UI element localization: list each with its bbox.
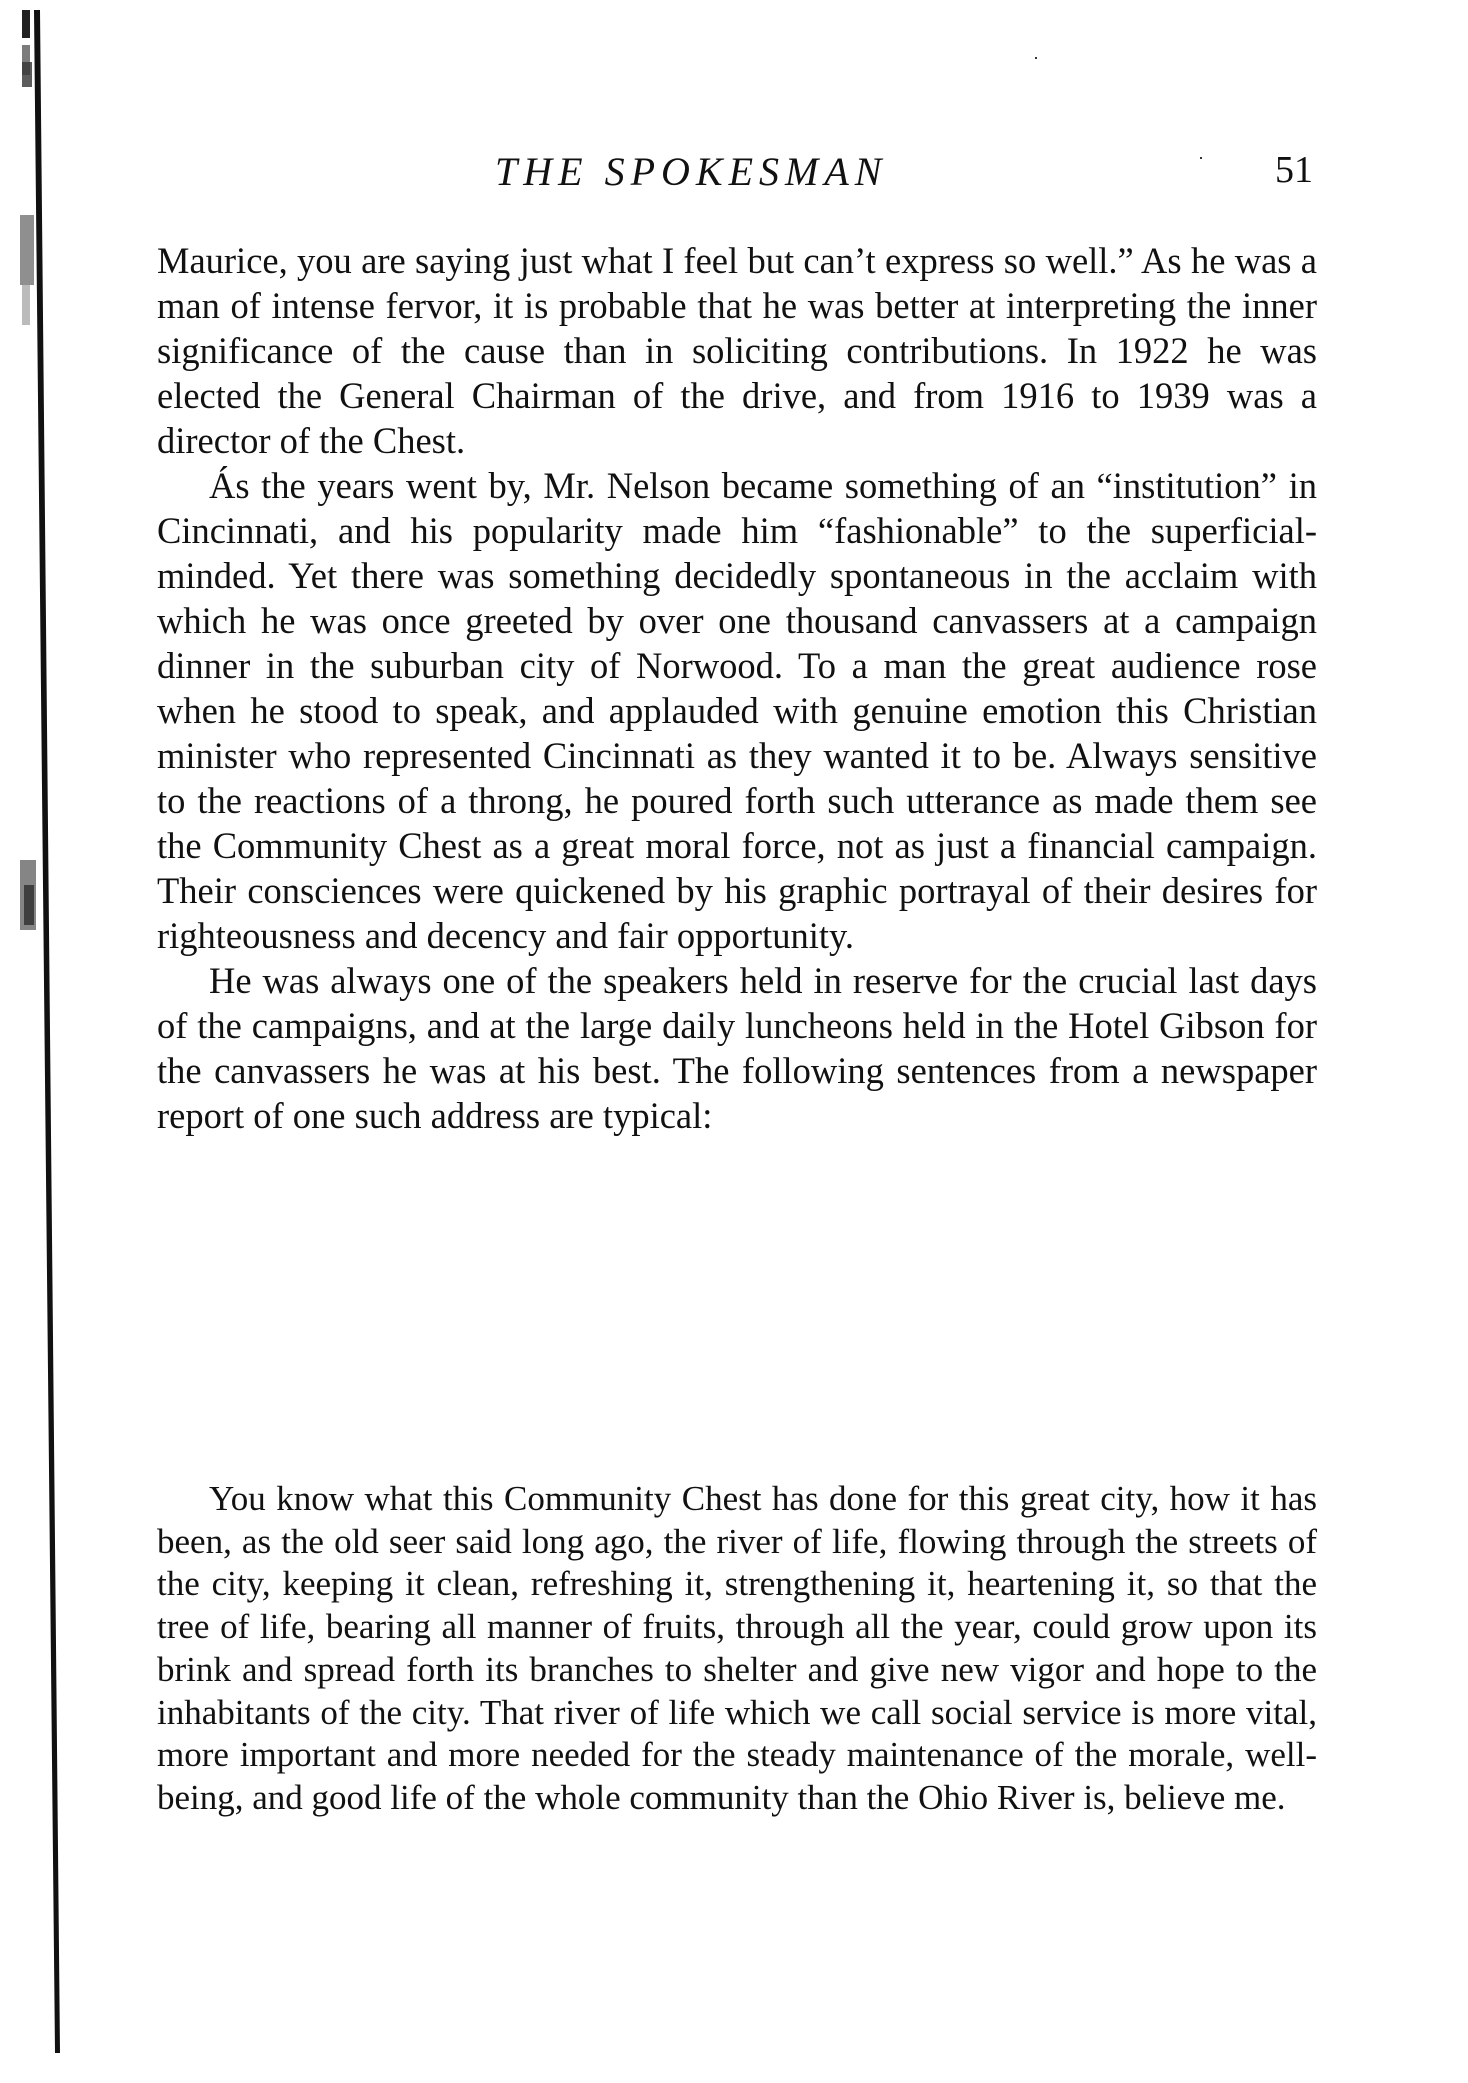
body-text bbox=[157, 238, 1317, 1138]
running-head: THE SPOKESMAN bbox=[495, 149, 888, 194]
scan-speck bbox=[1035, 57, 1037, 59]
scan-edge-binding-line bbox=[0, 0, 90, 2083]
paragraph: He was always one of the speakers held in reserve for the crucial last days of the campaigns, and at the large daily luncheons held in the Hotel Gibson for the canvassers he was at his best. The following sentences from a newspaper report of one such address are typical: bbox=[157, 960, 1317, 1136]
paragraph: Ás the years went by, Mr. Nelson became something of an “institution” in Cincinnati, and his popularity made him “fashionable” to the superficial-minded. Yet there was something decidedly spontaneous in the acclaim with which he was once greeted by over one thousand canvassers at a campaign dinner in the suburban city of Norwood. To a man the great audience rose when he stood to speak, and applauded with genuine emotion this Christian minister who represented Cincinnati as they wanted it to be. Always sensitive to the reactions of a throng, he poured forth such utterance as made them see the Community Chest as a great moral force, not as just a financial campaign. Their consciences were quickened by his graphic portrayal of their desires for righteousness and decency and fair opportunity. bbox=[157, 465, 1317, 956]
quote-paragraph: You know what this Community Chest has done for this great city, how it has been, as the old seer said long ago, the river of life, flowing through the streets of the city, keeping it clean, refreshing it, strengthening it, heartening it, so that the tree of life, bearing all manner of fruits, through all the year, could grow upon its brink and spread forth its branches to shelter and give new vigor and hope to the inhabitants of the city. That river of life which we call social service is more vital, more important and more needed for the steady maintenance of the morale, well-being, and good life of the whole community than the Ohio River is, believe me. bbox=[157, 1479, 1317, 1817]
paragraph-continued: Maurice, you are saying just what I feel but can’t express so well.” As he was a man of intense fervor, it is probable that he was better at interpreting the inner significance of the cause than in soliciting contributions. In 1922 he was elected the General Chairman of the drive, and from 1916 to 1939 was a director of the Chest. bbox=[157, 240, 1317, 461]
block-quote bbox=[157, 1478, 1317, 1820]
scan-speck bbox=[1200, 157, 1202, 159]
page-number: 51 bbox=[1275, 149, 1313, 191]
